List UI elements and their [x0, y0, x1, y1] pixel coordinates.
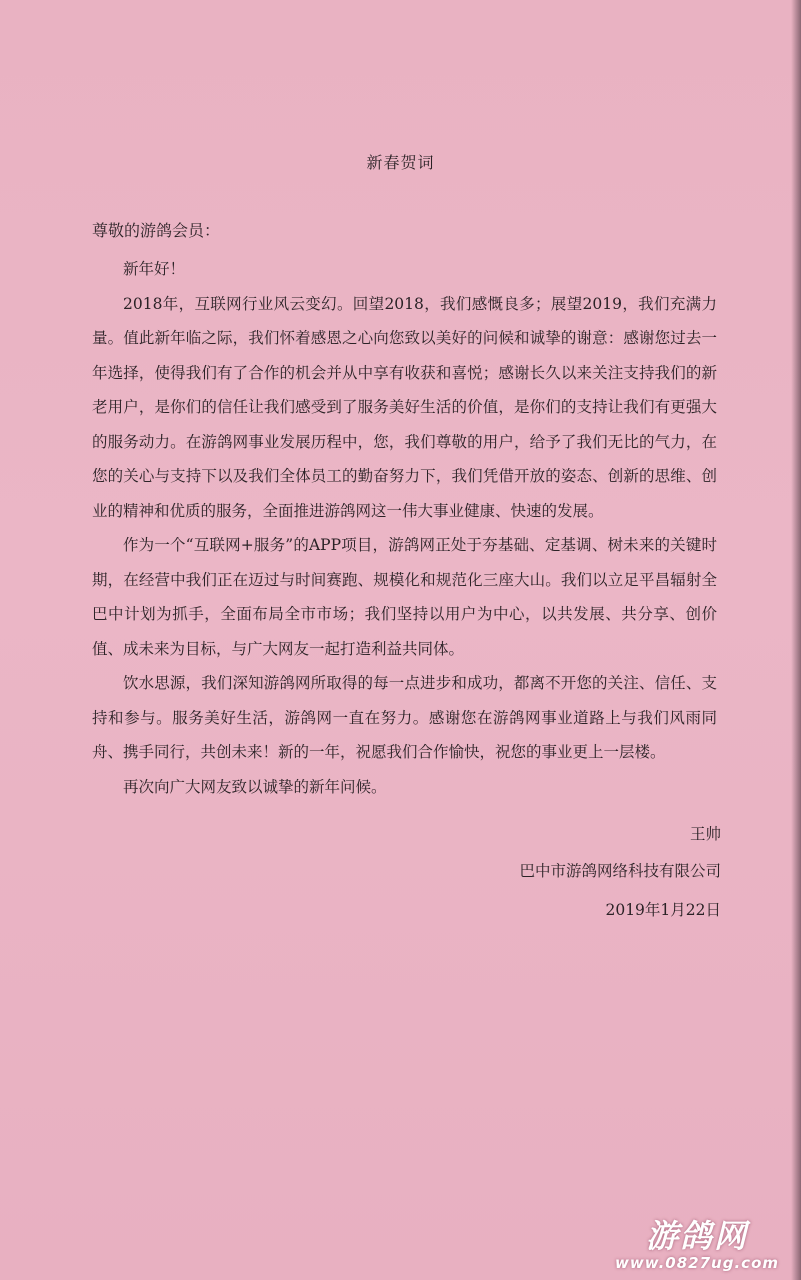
page-edge-shadow	[791, 0, 801, 1280]
signature-name: 王帅	[689, 825, 721, 843]
paragraph-project: 作为一个“互联网+服务”的APP项目，游鸽网正处于夯基础、定基调、树未来的关键时期，在经营中我们正在迈过与时间赛跑、规模化和规范化三座大山。我们以立足平昌辐射全巴中计划为抓手，全面布局全市市场；我们坚持以用户为中心，以共发展、共分享、创价值、成未来为目标，与广大网友一起打造利益共同体。	[92, 536, 717, 658]
watermark-url: www.0827ug.com	[615, 1254, 779, 1272]
signature-company: 巴中市游鸽网络科技有限公司	[519, 862, 721, 880]
letter-greeting: 尊敬的游鸽会员：	[92, 221, 221, 240]
watermark-brand: 游鸽网	[645, 1217, 748, 1255]
site-watermark	[607, 1218, 787, 1272]
paragraph-closing: 再次向广大网友致以诚挚的新年问候。	[123, 777, 387, 796]
letter-body	[92, 252, 717, 804]
letter-title: 新春贺词	[366, 153, 435, 172]
signature-date: 2019年1月22日	[605, 901, 721, 919]
paragraph-new-year: 新年好！	[123, 260, 186, 278]
paragraph-gratitude: 饮水思源，我们深知游鸽网所取得的每一点进步和成功，都离不开您的关注、信任、支持和参与。服务美好生活，游鸽网一直在努力。感谢您在游鸽网事业道路上与我们风雨同舟、携手同行，共创未来！新的一年，祝愿我们合作愉快，祝您的事业更上一层楼。	[92, 674, 717, 761]
paragraph-review: 2018年，互联网行业风云变幻。回望2018，我们感慨良多；展望2019，我们充满力量。值此新年临之际，我们怀着感恩之心向您致以美好的问候和诚挚的谢意：感谢您过去一年选择，使得我们有了合作的机会并从中享有收获和喜悦；感谢长久以来关注支持我们的新老用户，是你们的信任让我们感受到了服务美好生活的价值，是你们的支持让我们有更强大的服务动力。在游鸽网事业发展历程中，您，我们尊敬的用户，给予了我们无比的气力，在您的关心与支持下以及我们全体员工的勤奋努力下，我们凭借开放的姿态、创新的思维、创业的精神和优质的服务，全面推进游鸽网这一伟大事业健康、快速的发展。	[92, 294, 717, 520]
